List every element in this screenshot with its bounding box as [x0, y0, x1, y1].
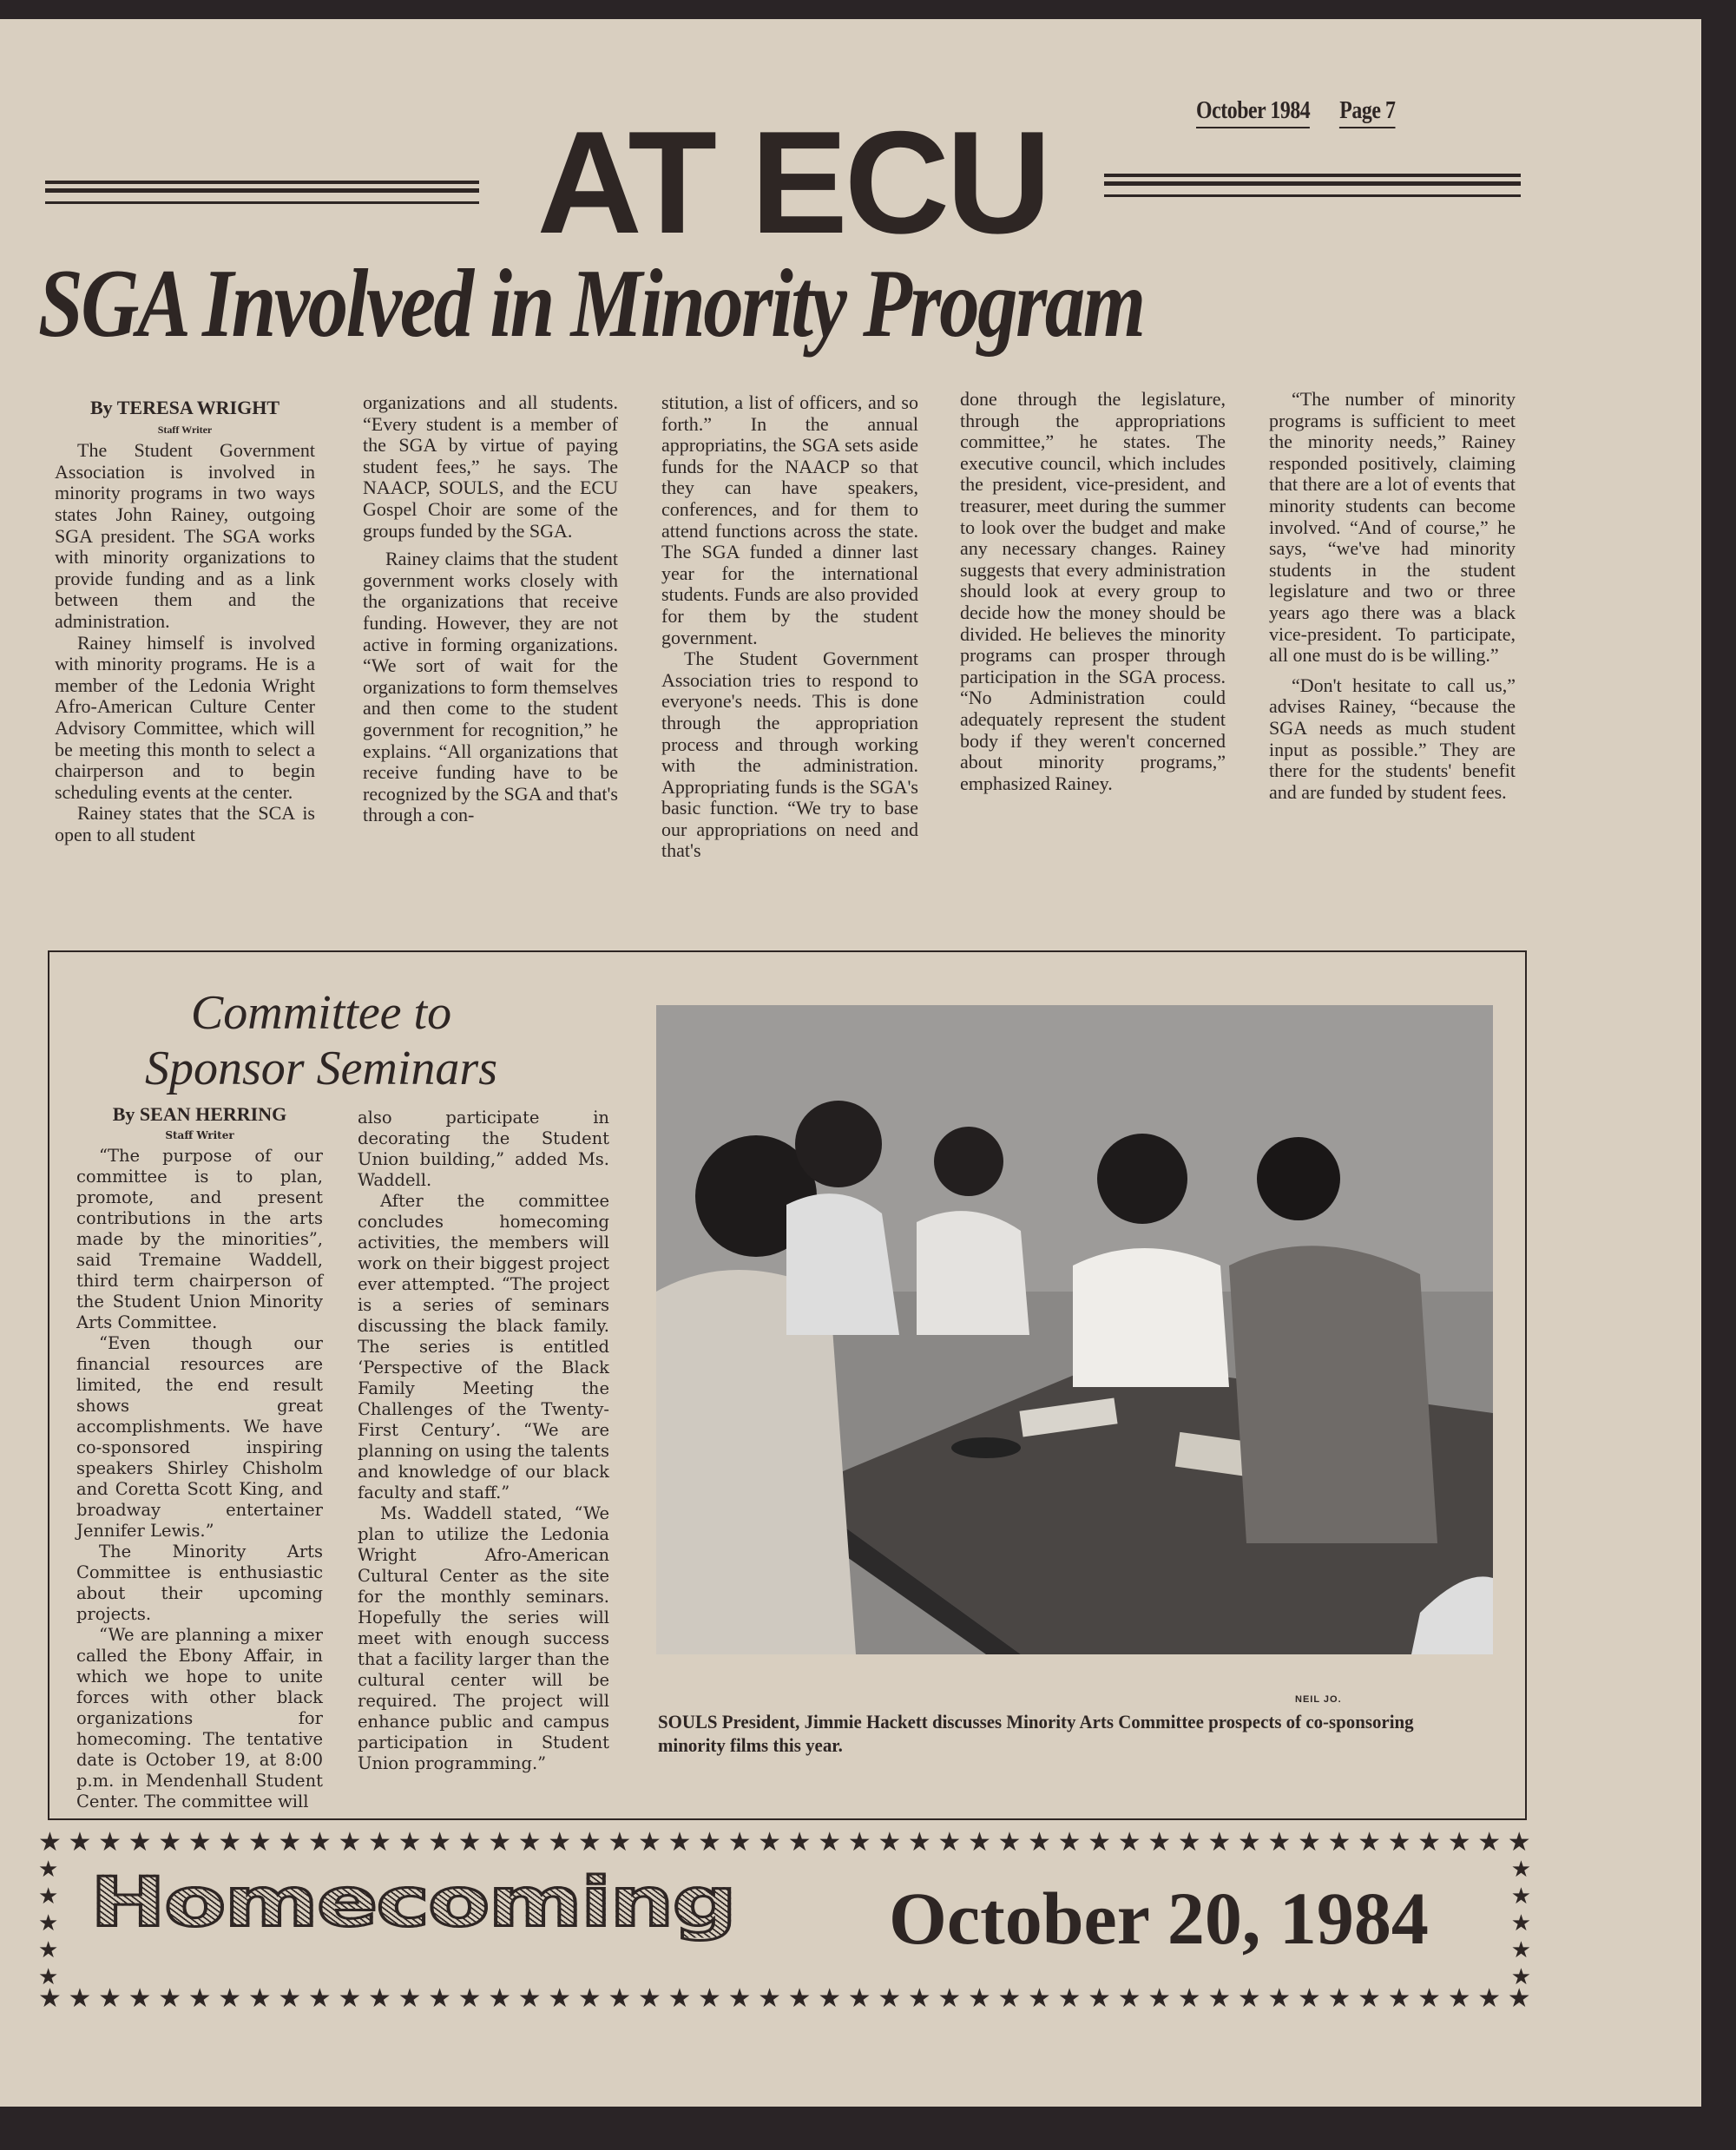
- article-column-1: [55, 398, 315, 845]
- star-border-left: [38, 1856, 58, 1990]
- article-column-2: [363, 392, 618, 826]
- decorative-rule-right: [1104, 174, 1521, 197]
- star-icon: ★: [1477, 1984, 1502, 2013]
- star-icon: ★: [428, 1984, 452, 2013]
- star-icon: ★: [68, 1984, 92, 2013]
- star-icon: ★: [1177, 1828, 1201, 1857]
- star-icon: ★: [218, 1828, 242, 1857]
- star-icon: ★: [1147, 1984, 1172, 2013]
- star-icon: ★: [577, 1984, 602, 2013]
- star-icon: ★: [128, 1984, 152, 2013]
- star-icon: ★: [967, 1828, 991, 1857]
- star-icon: ★: [1510, 1883, 1531, 1909]
- star-icon: ★: [488, 1984, 512, 2013]
- paragraph: “We are planning a mixer called the Ebony Affair, in which we hope to unite forces with other black organizations for homecoming. The tentative date is October 19, at 8:00 p.m. in Mendenhall Student Center. The committee will: [76, 1625, 323, 1811]
- star-icon: ★: [1028, 1984, 1051, 2013]
- paragraph: “The number of minority programs is sufficient to meet the minority needs,” Rainey responded positively, claiming that there are a lot of events that minority students can become involved. “And of course,” he says, “we've had minority students in the student legislature and two or three years ago there was a black vice-president. To participate, all one must do is be willing.”: [1269, 388, 1516, 667]
- star-icon: ★: [847, 1828, 871, 1857]
- byline-role: Staff Writer: [157, 423, 213, 436]
- star-icon: ★: [68, 1828, 92, 1857]
- byline-role: Staff Writer: [165, 1129, 234, 1141]
- star-icon: ★: [38, 1984, 62, 2013]
- star-icon: ★: [1327, 1828, 1351, 1857]
- star-icon: ★: [457, 1984, 482, 2013]
- star-icon: ★: [878, 1984, 902, 2013]
- star-icon: ★: [38, 1856, 59, 1882]
- star-icon: ★: [517, 1828, 542, 1857]
- star-icon: ★: [38, 1963, 59, 1989]
- section-title: AT ECU: [536, 101, 1049, 264]
- star-icon: ★: [1267, 1828, 1292, 1857]
- star-icon: ★: [1177, 1984, 1201, 2013]
- star-icon: ★: [1207, 1984, 1232, 2013]
- star-icon: ★: [1417, 1984, 1442, 2013]
- star-icon: ★: [698, 1828, 721, 1857]
- byline: By TERESA WRIGHT: [89, 397, 280, 418]
- star-icon: ★: [1267, 1984, 1292, 2013]
- star-icon: ★: [847, 1984, 871, 2013]
- star-icon: ★: [698, 1984, 721, 2013]
- star-icon: ★: [667, 1984, 692, 2013]
- star-icon: ★: [38, 1910, 59, 1936]
- star-icon: ★: [1477, 1828, 1502, 1857]
- star-border-bottom: [38, 1986, 1531, 2012]
- star-icon: ★: [368, 1984, 391, 2013]
- star-icon: ★: [548, 1828, 572, 1857]
- star-icon: ★: [398, 1828, 422, 1857]
- star-icon: ★: [158, 1828, 182, 1857]
- sidebar-headline-line: Sponsor Seminars: [144, 1042, 498, 1095]
- article-column-4: [960, 389, 1226, 794]
- homecoming-date: October 20, 1984: [889, 1877, 1429, 1960]
- article-column-3: [661, 392, 918, 862]
- star-icon: ★: [758, 1828, 782, 1857]
- star-icon: ★: [1327, 1984, 1351, 2013]
- paragraph: stitution, a list of officers, and so forth.” In the annual appropriatins, the SGA sets aside funds for the NAACP so that they can have speakers, conferences, and for them to attend functions across the state. The SGA funded a dinner last year for the international students. Funds are also provided for them by the student government.: [661, 391, 918, 648]
- star-border-top: [38, 1830, 1531, 1856]
- sidebar-headline: [122, 985, 521, 1096]
- homecoming-logo: Homecoming: [90, 1862, 735, 1942]
- star-icon: ★: [38, 1883, 59, 1909]
- star-icon: ★: [1510, 1910, 1531, 1936]
- star-icon: ★: [608, 1984, 632, 2013]
- star-icon: ★: [1297, 1828, 1321, 1857]
- star-icon: ★: [98, 1828, 122, 1857]
- star-icon: ★: [967, 1984, 991, 2013]
- star-icon: ★: [667, 1828, 692, 1857]
- news-photo: [656, 1005, 1493, 1654]
- star-icon: ★: [1237, 1828, 1261, 1857]
- star-icon: ★: [818, 1828, 842, 1857]
- star-icon: ★: [1117, 1984, 1141, 2013]
- star-icon: ★: [608, 1828, 632, 1857]
- paragraph: organizations and all students. “Every student is a member of the SGA by virtue of paying student fees,” he says. The NAACP, SOULS, and the ECU Gospel Choir are some of the groups funded by the SGA.: [363, 391, 618, 542]
- star-icon: ★: [428, 1828, 452, 1857]
- star-icon: ★: [1387, 1984, 1411, 2013]
- star-icon: ★: [98, 1984, 122, 2013]
- page-number: Page 7: [1339, 97, 1395, 128]
- star-icon: ★: [38, 1936, 59, 1963]
- paragraph: Rainey states that the SCA is open to all student: [55, 802, 315, 845]
- star-icon: ★: [338, 1984, 362, 2013]
- article-column-5: [1269, 389, 1516, 803]
- star-icon: ★: [637, 1828, 661, 1857]
- star-icon: ★: [878, 1828, 902, 1857]
- star-icon: ★: [338, 1828, 362, 1857]
- star-icon: ★: [758, 1984, 782, 2013]
- star-icon: ★: [1507, 1828, 1531, 1857]
- paragraph: The Minority Arts Committee is enthusiastic about their upcoming projects.: [76, 1542, 323, 1624]
- star-icon: ★: [997, 1828, 1022, 1857]
- issue-date-line: [1196, 97, 1395, 128]
- star-icon: ★: [1117, 1828, 1141, 1857]
- star-icon: ★: [398, 1984, 422, 2013]
- star-icon: ★: [997, 1984, 1022, 2013]
- paragraph: Rainey claims that the student government works closely with the organizations that receive funding. However, they are not active in forming organizations. “We sort of wait for the organizations to form themselves and then come to the student government for recognition,” he explains. “All organizations that receive funding have to be recognized by the SGA and that's through a con-: [363, 548, 618, 826]
- star-icon: ★: [1147, 1828, 1172, 1857]
- sidebar-column-2: [358, 1108, 609, 1774]
- star-icon: ★: [1447, 1828, 1471, 1857]
- star-icon: ★: [1447, 1984, 1471, 2013]
- paragraph: The Student Government Association tries to respond to everyone's needs. This is done through the appropriation process and through working with the administration. Appropriating funds is the SGA's basic function. “We try to base our appropriations on need and that's: [661, 648, 918, 862]
- star-icon: ★: [128, 1828, 152, 1857]
- star-icon: ★: [1358, 1828, 1381, 1857]
- star-icon: ★: [1510, 1963, 1531, 1989]
- star-icon: ★: [278, 1828, 302, 1857]
- star-icon: ★: [247, 1984, 272, 2013]
- paragraph: done through the legislature, through the appropriations committee,” he states. The executive council, which includes the president, vice-president, and treasurer, meet during the summer to look over the budget and make any necessary changes. Rainey suggests that every administration should look at every group to decide how the money should be divided. He believes the minority programs can prosper through participation in the SGA process. “No Administration could adequately represent the student body if they weren't concerned about minority programs,” emphasized Rainey.: [960, 388, 1226, 794]
- star-icon: ★: [1057, 1984, 1082, 2013]
- star-icon: ★: [247, 1828, 272, 1857]
- star-icon: ★: [1510, 1936, 1531, 1963]
- star-icon: ★: [818, 1984, 842, 2013]
- star-icon: ★: [787, 1828, 812, 1857]
- star-icon: ★: [727, 1828, 752, 1857]
- issue-date: October 1984: [1196, 97, 1310, 128]
- star-icon: ★: [307, 1984, 332, 2013]
- star-border-right: [1511, 1856, 1531, 1990]
- star-icon: ★: [1297, 1984, 1321, 2013]
- star-icon: ★: [187, 1828, 212, 1857]
- star-icon: ★: [548, 1984, 572, 2013]
- star-icon: ★: [307, 1828, 332, 1857]
- star-icon: ★: [158, 1984, 182, 2013]
- paragraph: Ms. Waddell stated, “We plan to utilize the Ledonia Wright Afro-American Cultural Center as the site for the monthly seminars. Hopefully the series will meet with enough success that a facility larger than the cultural center will be required. The project will enhance public and campus participation in Student Union programming.”: [358, 1503, 609, 1773]
- star-icon: ★: [1358, 1984, 1381, 2013]
- photo-credit: NEIL JO.: [1295, 1694, 1342, 1705]
- star-icon: ★: [218, 1984, 242, 2013]
- star-icon: ★: [907, 1984, 931, 2013]
- star-icon: ★: [1207, 1828, 1232, 1857]
- paragraph: “The purpose of our committee is to plan, promote, and present contributions in the arts made by the minorities”, said Tremaine Waddell, third term chairperson of the Student Union Minority Arts Committee.: [76, 1146, 323, 1332]
- star-icon: ★: [1510, 1856, 1531, 1882]
- meeting-photo-illustration: [656, 1005, 1493, 1654]
- sidebar-headline-line: Committee to: [190, 986, 452, 1040]
- star-icon: ★: [1507, 1984, 1531, 2013]
- star-icon: ★: [787, 1984, 812, 2013]
- paragraph: also participate in decorating the Student Union building,” added Ms. Waddell.: [358, 1108, 609, 1190]
- star-icon: ★: [517, 1984, 542, 2013]
- star-icon: ★: [1088, 1984, 1112, 2013]
- byline: By SEAN HERRING: [112, 1103, 287, 1125]
- paragraph: After the committee concludes homecoming activities, the members will work on their biggest project ever attempted. “The project is a series of seminars discussing the black family. The series is entitled ‘Perspective of the Black Family Meeting the Challenges of the Twenty-First Century’. “We are planning on using the talents and knowledge of our black faculty and staff.”: [358, 1191, 609, 1502]
- star-icon: ★: [577, 1828, 602, 1857]
- star-icon: ★: [488, 1828, 512, 1857]
- paragraph: “Don't hesitate to call us,” advises Rainey, “because the SGA needs as much student input as possible.” They are there for the students' benefit and are funded by student fees.: [1269, 674, 1516, 803]
- star-icon: ★: [1387, 1828, 1411, 1857]
- homecoming-banner: [38, 1830, 1531, 2016]
- star-icon: ★: [637, 1984, 661, 2013]
- star-icon: ★: [727, 1984, 752, 2013]
- main-headline: SGA Involved in Minority Program: [38, 250, 1144, 358]
- star-icon: ★: [368, 1828, 391, 1857]
- star-icon: ★: [937, 1828, 962, 1857]
- star-icon: ★: [278, 1984, 302, 2013]
- star-icon: ★: [1417, 1828, 1442, 1857]
- star-icon: ★: [1028, 1828, 1051, 1857]
- star-icon: ★: [1237, 1984, 1261, 2013]
- photo-caption: SOULS President, Jimmie Hackett discusses Minority Arts Committee prospects of co-sponsoring minority films this year.: [658, 1711, 1414, 1756]
- star-icon: ★: [187, 1984, 212, 2013]
- paragraph: The Student Government Association is involved in minority programs in two ways states John Rainey, outgoing SGA president. The SGA works with minority organizations to provide funding and as a link between them and the administration.: [55, 439, 315, 632]
- star-icon: ★: [1088, 1828, 1112, 1857]
- decorative-rule-left: [45, 181, 479, 204]
- paragraph: “Even though our financial resources are limited, the end result shows great accomplishments. We have co-sponsored inspiring speakers Shirley Chisholm and Coretta Scott King, and broadway entertainer Jennifer Lewis.”: [76, 1333, 323, 1541]
- star-icon: ★: [1057, 1828, 1082, 1857]
- paragraph: Rainey himself is involved with minority programs. He is a member of the Ledonia Wright Afro-American Culture Center Advisory Committee, which will be meeting this month to select a chairperson and to begin scheduling events at the center.: [55, 631, 315, 803]
- star-icon: ★: [937, 1984, 962, 2013]
- sidebar-column-1: [76, 1104, 323, 1812]
- star-icon: ★: [457, 1828, 482, 1857]
- star-icon: ★: [38, 1828, 62, 1857]
- star-icon: ★: [907, 1828, 931, 1857]
